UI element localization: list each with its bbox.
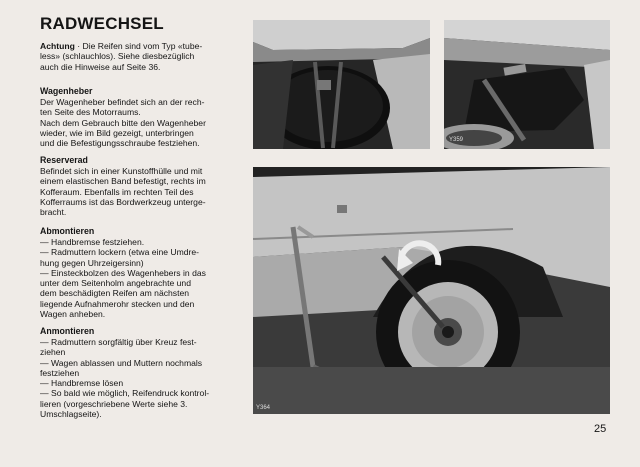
text-line: Kofferaum. Ebenfalls im rechten Teil des [40, 186, 194, 197]
text-line: Der Wagenheber befindet sich an der rech- [40, 97, 205, 107]
section-body-reserverad [40, 166, 246, 217]
section-body-wagenheber [40, 97, 246, 148]
text-line: — Handbremse lösen [40, 378, 124, 389]
text-line: Nach dem Gebrauch bitte den Wagenheber [40, 117, 206, 128]
text-line: — Wagen ablassen und Muttern nochmals [40, 357, 203, 368]
text-line: — So bald wie möglich, Reifendruck kontrol- [40, 388, 210, 399]
section-body-abmontieren [40, 237, 246, 319]
text-line: wieder, wie im Bild gezeigt, unterbringen [40, 127, 194, 138]
text-line: und die Befestigungsschraube festziehen. [40, 138, 200, 149]
text-line: Umschlagseite). [40, 409, 102, 420]
text-line: ziehen [40, 347, 66, 358]
trunk-spare-wheel-photo [253, 20, 430, 149]
section-heading-abmontieren: Abmontieren [40, 226, 95, 236]
text-line: dem beschädigten Reifen am nächsten [40, 288, 190, 299]
text-line: bracht. [40, 207, 67, 218]
text-line: Wagen anheben. [40, 309, 106, 320]
intro-line: less» (schlauchlos). Siehe diesbezüglich [40, 51, 195, 62]
text-line: Befindet sich in einer Kunstoffhülle und mit [40, 166, 203, 176]
trunk-jack-tools-photo [444, 20, 610, 149]
intro-line: · Die Reifen sind vom Typ «tube- [77, 41, 203, 51]
photo-caption-y359: Y359 [449, 137, 464, 143]
text-line: einem elastischen Band befestigt, rechts im [40, 176, 206, 187]
text-line: festziehen [40, 367, 80, 378]
wheel-change-photo [253, 167, 610, 414]
section-heading-wagenheber: Wagenheber [40, 86, 93, 96]
text-line: ten Seite des Motorraums. [40, 107, 141, 118]
page-title: RADWECHSEL [40, 14, 164, 33]
text-line: liegende Aufnahmerohr stecken und den [40, 298, 195, 309]
text-line: — Radmuttern lockern (etwa eine Umdre- [40, 247, 200, 258]
intro-lead: Achtung [40, 41, 75, 51]
intro-line: auch die Hinweise auf Seite 36. [40, 61, 161, 72]
trunk-spare-wheel-illustration [253, 20, 430, 149]
section-heading-reserverad: Reserverad [40, 155, 88, 165]
section-heading-anmontieren: Anmontieren [40, 326, 95, 336]
text-line: Kofferraums ist das Bordwerkzeug unterge- [40, 196, 206, 207]
photo-caption-y364: Y364 [256, 405, 271, 411]
page-number: 25 [594, 423, 607, 435]
text-line: — Radmuttern sorgfältig über Kreuz fest- [40, 337, 197, 347]
text-line: unter dem Seitenholm angebrachte und [40, 278, 191, 289]
text-line: lieren (vorgeschriebene Werte siehe 3. [40, 398, 188, 409]
text-line: — Handbremse festziehen. [40, 237, 145, 247]
wheel-change-illustration [253, 167, 610, 414]
section-body-anmontieren [40, 337, 246, 419]
text-line: — Einsteckbolzen des Wagenhebers in das [40, 267, 206, 278]
text-line: hung gegen Uhrzeigersinn) [40, 257, 144, 268]
trunk-jack-tools-illustration [444, 20, 610, 149]
intro-text [40, 41, 246, 72]
